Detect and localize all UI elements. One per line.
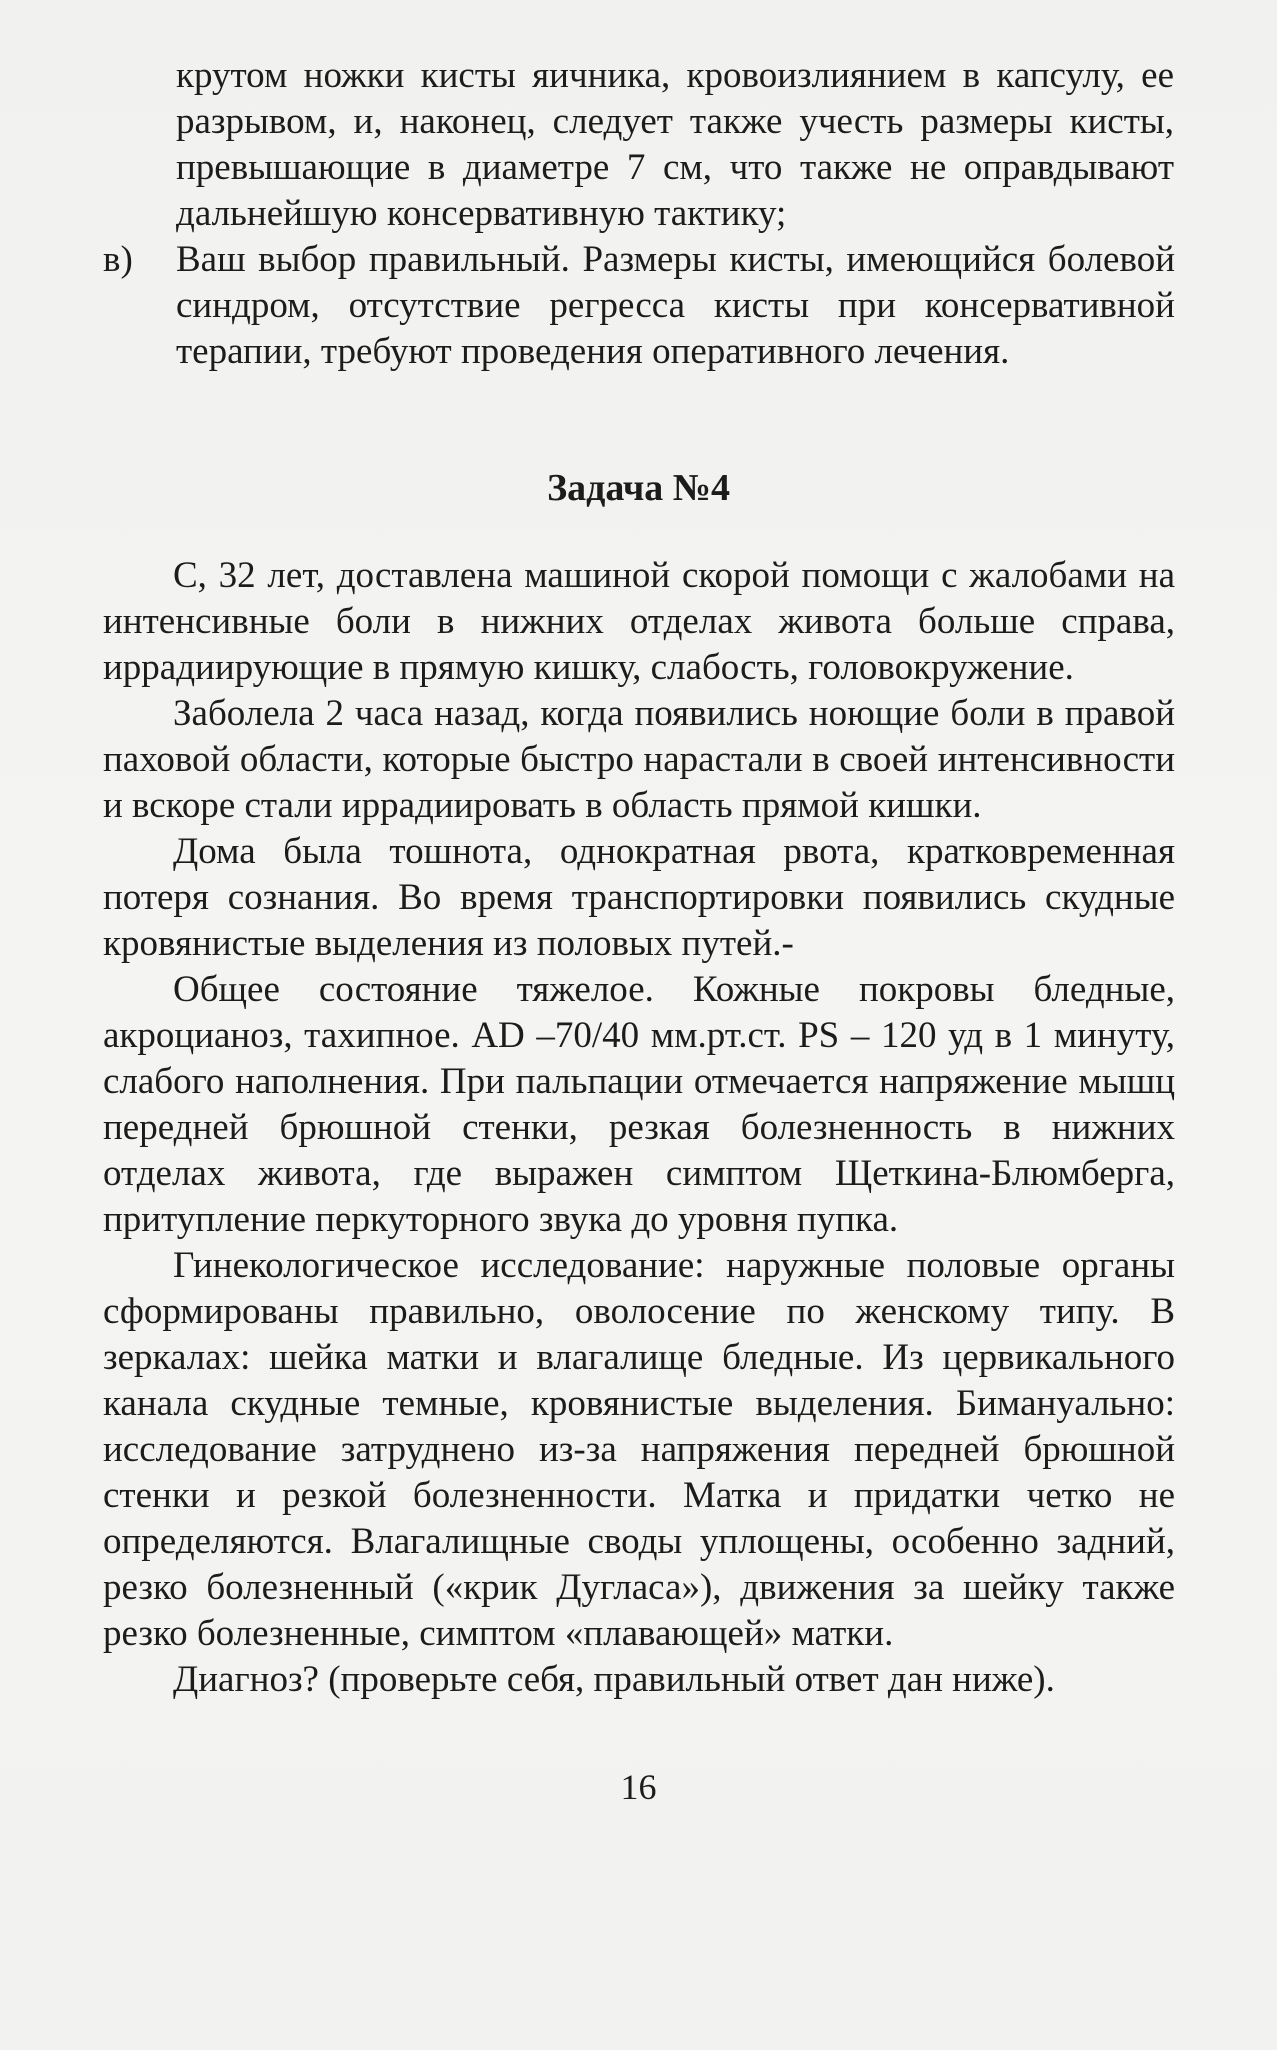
- task-paragraph: Дома была тошнота, однократная рвота, кратковременная потеря сознания. Во время транспортировки появились скудные кровянистые выделения из половых путей.-: [103, 831, 1175, 964]
- task-paragraph: С, 32 лет, доставлена машиной скорой помощи с жалобами на интенсивные боли в нижних отделах живота больше справа, иррадиирующие в прямую кишку, слабость, головокружение.: [103, 555, 1175, 688]
- task-body: [103, 553, 1175, 1703]
- task-paragraph: Заболела 2 часа назад, когда появились ноющие боли в правой паховой области, которые быстро нарастали в своей интенсивности и вскоре стали иррадиировать в область прямой кишки.: [103, 693, 1175, 826]
- page-number: 16: [620, 1767, 657, 1807]
- answer-option-v: [103, 237, 1175, 375]
- task-title: Задача №4: [547, 467, 730, 509]
- answer-option-text: Ваш выбор правильный. Размеры кисты, имеющийся болевой синдром, отсутствие регресса кисты при консервативной терапии, требуют проведения оперативного лечения.: [176, 239, 1175, 372]
- answer-option-marker: в): [103, 239, 133, 280]
- task-paragraph: Гинекологическое исследование: наружные половые органы сформированы правильно, оволосение по женскому типу. В зеркалах: шейка матки и влагалище бледные. Из цервикального канала скудные темные, кровянистые выделения. Бимануально: исследование затруднено из-за напряжения передней брюшной стенки и резкой болезненности. Матка и придатки четко не определяются. Влагалищные своды уплощены, особенно задний, резко болезненный («крик Дугласа»), движения за шейку также резко болезненные, симптом «плавающей» матки.: [103, 1245, 1175, 1654]
- task-paragraph: Общее состояние тяжелое. Кожные покровы бледные, акроцианоз, тахипное. AD –70/40 мм.рт.ст. PS – 120 уд в 1 минуту, слабого наполнения. При пальпации отмечается напряжение мышц передней брюшной стенки, резкая болезненность в нижних отделах живота, где выражен симптом Щеткина-Блюмберга, притупление перкуторного звука до уровня пупка.: [103, 969, 1175, 1240]
- task-paragraph: Диагноз? (проверьте себя, правильный ответ дан ниже).: [173, 1659, 1055, 1700]
- previous-answer-continuation: крутом ножки кисты яичника, кровоизлиянием в капсулу, ее разрывом, и, наконец, следует также учесть размеры кисты, превышающие в диаметре 7 см, что также не оправдывают дальнейшую консервативную тактику;: [176, 55, 1174, 234]
